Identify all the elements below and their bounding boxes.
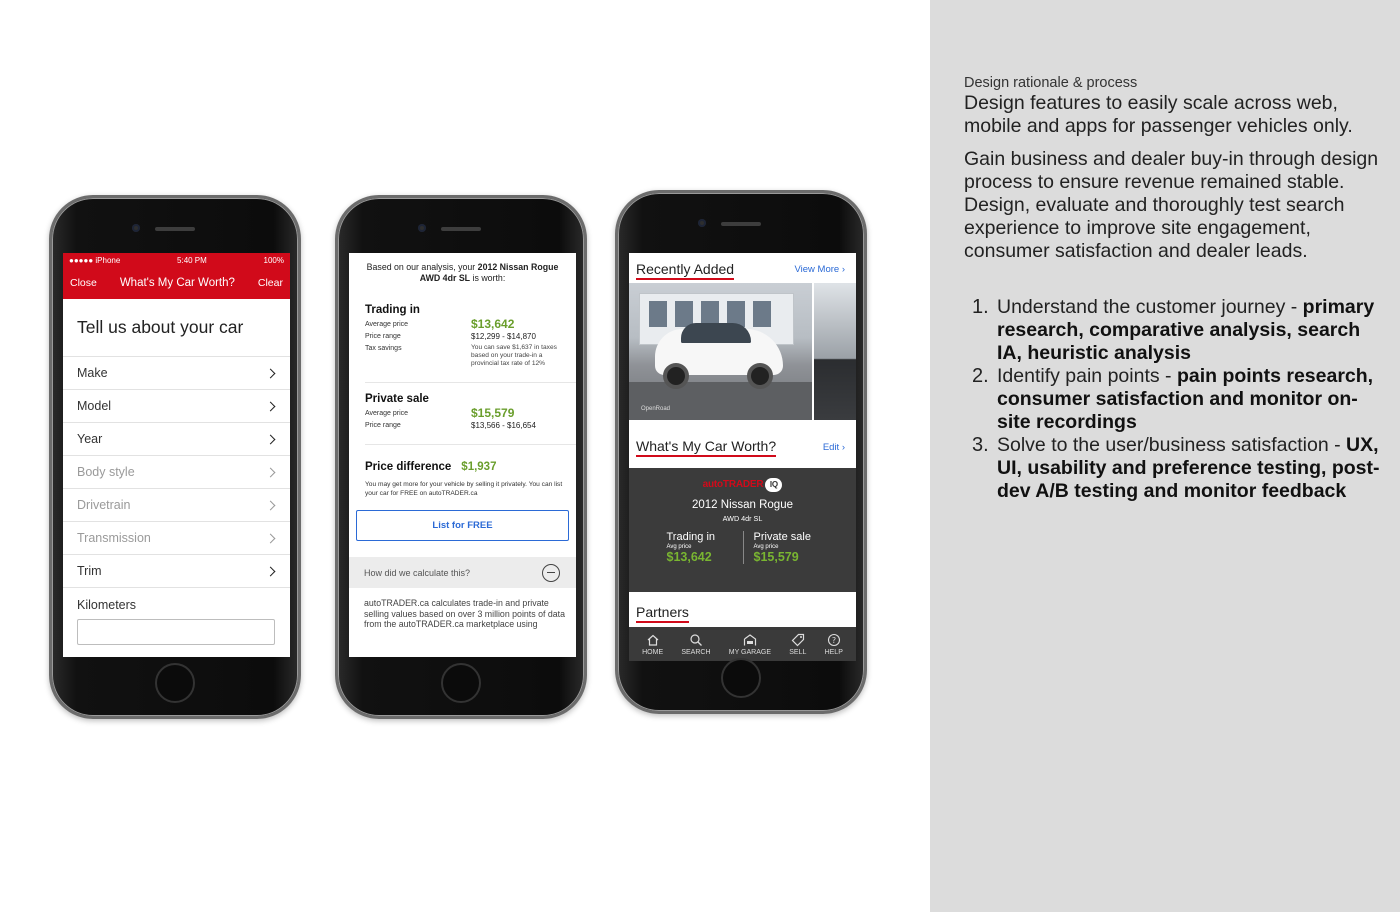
svg-text:?: ? [831, 635, 836, 645]
body-style-row[interactable] [63, 456, 290, 489]
search-icon [689, 633, 703, 647]
trim-row[interactable] [63, 555, 290, 588]
speaker-grille [441, 227, 481, 231]
intro-text: Based on our analysis, your [366, 262, 476, 272]
row-label: Drivetrain [77, 498, 131, 512]
step-number: 1. [972, 296, 989, 318]
price-difference-label: Price difference [365, 461, 452, 473]
intro-vehicle: 2012 Nissan Rogue AWD 4dr SL [419, 262, 559, 283]
private-sale-section [349, 383, 576, 430]
price-range-value: $13,566 - $16,654 [471, 421, 536, 430]
step-text: Identify pain points - [997, 365, 1177, 387]
drivetrain-row[interactable] [63, 489, 290, 522]
chevron-right-icon [266, 566, 276, 576]
chevron-right-icon [266, 368, 276, 378]
iq-badge: IQ [765, 478, 782, 492]
chevron-right-icon [266, 500, 276, 510]
row-label: Year [77, 432, 103, 446]
transmission-row[interactable] [63, 522, 290, 555]
price-difference-value: $1,937 [461, 461, 497, 473]
next-listing-photo[interactable] [812, 283, 856, 420]
camera-icon [132, 224, 140, 232]
camera-icon [418, 224, 426, 232]
model-row[interactable] [63, 390, 290, 423]
section-title: Recently Added [636, 261, 734, 280]
intro-text-end: is worth: [472, 273, 506, 283]
partners-header [629, 592, 856, 632]
tab-sell[interactable] [789, 633, 806, 656]
bottom-tab-bar [629, 627, 856, 661]
speaker-grille [721, 222, 761, 226]
tab-label: MY GARAGE [728, 648, 772, 656]
calculation-explanation: autoTRADER.ca calculates trade-in and private selling values based on over 3 million points of data from the autoTRADER.ca marketplace using [364, 598, 565, 629]
list-item [964, 434, 1384, 503]
valuation-intro [349, 253, 576, 295]
carrier-label: ●●●●● iPhone [69, 255, 121, 265]
photo-watermark: OpenRoad [641, 406, 671, 412]
calculation-accordion[interactable] [349, 557, 576, 588]
chevron-right-icon [266, 533, 276, 543]
chevron-right-icon [266, 401, 276, 411]
autotrader-iq-logo [629, 478, 856, 492]
phone-mockup-valuation [335, 195, 587, 719]
tax-savings-label: Tax savings [365, 345, 402, 352]
step-number: 2. [972, 365, 989, 387]
step-number: 3. [972, 434, 989, 456]
battery-label: 100% [263, 255, 284, 265]
summary-sub: Avg price [753, 544, 779, 550]
home-icon [646, 633, 660, 647]
garage-icon [743, 633, 757, 647]
vehicle-trim: AWD 4dr SL [722, 514, 763, 523]
tab-label: HOME [642, 648, 664, 656]
summary-value: $13,642 [666, 550, 712, 564]
panel-lead: Design features to easily scale across web, mobile and apps for passenger vehicles only. [964, 92, 1353, 137]
recently-added-header [629, 253, 856, 280]
section-title: Trading in [365, 304, 420, 316]
home-button[interactable] [441, 663, 481, 703]
price-range-value: $12,299 - $14,870 [471, 332, 536, 341]
tab-my-garage[interactable] [729, 633, 771, 656]
step-emphasis: UX, UI, usability and preference testing, post-dev A/B testing and monitor feedback [997, 434, 1380, 502]
speaker-grille [155, 227, 195, 231]
price-range-label: Price range [365, 333, 401, 340]
edit-link[interactable]: Edit › [822, 441, 845, 453]
tab-label: SELL [789, 648, 807, 656]
home-button[interactable] [721, 658, 761, 698]
tag-icon [791, 633, 805, 647]
price-range-label: Price range [365, 422, 401, 429]
chevron-right-icon [266, 467, 276, 477]
kilometers-label: Kilometers [77, 598, 137, 612]
step-text: Understand the customer journey - [997, 296, 1303, 318]
row-label: Body style [77, 465, 135, 479]
car-worth-card[interactable] [629, 468, 856, 592]
list-for-free-button[interactable]: List for FREE [356, 510, 569, 541]
car-worth-header [629, 420, 856, 468]
tab-home[interactable] [642, 633, 663, 656]
make-row[interactable] [63, 357, 290, 390]
trading-in-summary [657, 531, 743, 564]
screen-app-home [629, 253, 856, 661]
home-button[interactable] [155, 663, 195, 703]
section-title: Partners [636, 604, 689, 623]
phone-mockup-form [49, 195, 301, 719]
trading-in-section [349, 295, 576, 368]
step-emphasis: primary research, comparative analysis, search IA, heuristic analysis [997, 296, 1375, 364]
collapse-minus-icon[interactable] [542, 564, 560, 582]
vehicle-name: 2012 Nissan Rogue [691, 499, 793, 511]
list-item [964, 365, 1384, 434]
avg-price-label: Average price [365, 321, 409, 328]
clock: 5:40 PM [177, 255, 207, 265]
tab-search[interactable] [681, 633, 710, 656]
summary-sub: Avg price [666, 544, 692, 550]
avg-price-label: Average price [365, 410, 409, 417]
tab-label: SEARCH [681, 648, 711, 656]
screen-valuation [349, 253, 576, 657]
status-bar [63, 253, 290, 267]
clear-button[interactable]: Clear [257, 277, 283, 289]
help-icon [827, 633, 841, 647]
list-item [964, 296, 1384, 365]
camera-icon [698, 219, 706, 227]
summary-label: Trading in [666, 531, 716, 543]
avg-price-value: $13,642 [471, 317, 515, 331]
tab-help[interactable] [825, 633, 843, 656]
form-heading: Tell us about your car [63, 299, 290, 357]
rationale-panel [930, 0, 1400, 912]
row-label: Make [77, 366, 108, 380]
year-row[interactable] [63, 423, 290, 456]
screen-form [63, 253, 290, 657]
row-label: Trim [77, 564, 102, 578]
step-emphasis: pain points research, consumer satisfaction and monitor on-site recordings [997, 365, 1374, 433]
close-button[interactable]: Close [70, 277, 97, 289]
process-steps [964, 296, 1384, 503]
private-sale-summary [743, 531, 829, 564]
summary-label: Private sale [753, 531, 811, 543]
tab-label: HELP [824, 648, 843, 656]
accordion-label: How did we calculate this? [364, 567, 471, 578]
nav-bar [63, 267, 290, 299]
summary-value: $15,579 [753, 550, 799, 564]
view-more-link[interactable]: View More › [794, 264, 845, 275]
price-difference-section [349, 445, 576, 498]
chevron-right-icon [266, 434, 276, 444]
section-title: Private sale [365, 393, 429, 405]
logo-text: autoTRADER [702, 479, 764, 490]
section-title: What's My Car Worth? [636, 438, 776, 457]
panel-paragraph: Gain business and dealer buy-in through design process to ensure revenue remained stable. Design, evaluate and thoroughly test search experience to improve site engagement, consumer satisfaction and dealer leads. [964, 148, 1379, 262]
row-label: Transmission [77, 531, 151, 545]
price-difference-note: You may get more for your vehicle by selling it privately. You can list your car for FREE on autoTRADER.ca [365, 481, 563, 497]
avg-price-value: $15,579 [471, 406, 515, 420]
panel-eyebrow: Design rationale & process [964, 75, 1138, 91]
nav-title: What's My Car Worth? [119, 277, 235, 289]
step-text: Solve to the user/business satisfaction - [997, 434, 1347, 456]
kilometers-input[interactable] [77, 619, 275, 645]
listing-photo-carousel[interactable] [629, 283, 856, 420]
row-label: Model [77, 399, 112, 413]
phone-mockup-app-home [615, 190, 867, 714]
tax-savings-value: You can save $1,637 in taxes based on your trade-in a provincial tax rate of 12% [471, 344, 557, 367]
